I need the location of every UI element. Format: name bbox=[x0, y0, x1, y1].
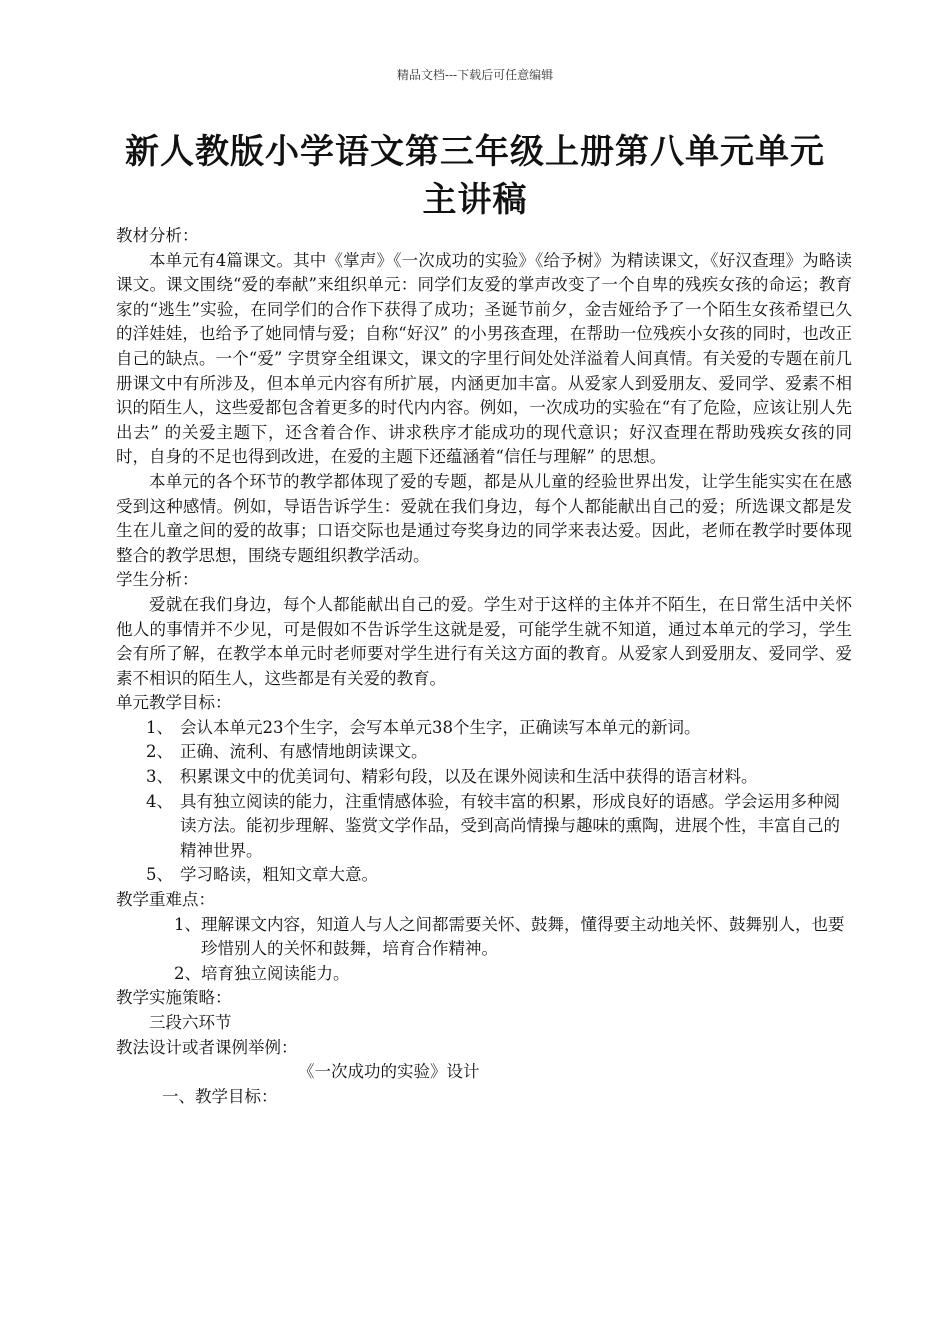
list-item bbox=[146, 740, 852, 765]
list-item-text: 积累课文中的优美词句、精彩句段，以及在课外阅读和生活中获得的语言材料。 bbox=[180, 767, 758, 787]
list-item-text: 正确、流利、有感情地朗读课文。 bbox=[180, 742, 428, 762]
list-item bbox=[146, 863, 852, 888]
list-item-number: 1、 bbox=[174, 914, 201, 934]
list-item-number: 2、 bbox=[174, 963, 201, 983]
difficulties-list bbox=[144, 913, 852, 987]
section-heading-strategy: 教学实施策略： bbox=[116, 988, 232, 1008]
list-item bbox=[146, 790, 852, 864]
list-item-text: 理解课文内容，知道人与人之间都需要关怀、鼓舞，懂得要主动地关怀、鼓舞别人，也要珍惜别人的关怀和鼓舞，培育合作精神。 bbox=[201, 914, 845, 959]
document-body bbox=[116, 224, 852, 1109]
list-item-number: 4、 bbox=[146, 791, 173, 811]
list-item-number: 1、 bbox=[146, 717, 173, 737]
list-item-text: 学习略读，粗知文章大意。 bbox=[180, 865, 378, 885]
list-item-text: 具有独立阅读的能力，注重情感体验，有较丰富的积累，形成良好的语感。学会运用多种阅读方法。能初步理解、鉴赏文学作品，受到高尚情操与趣味的熏陶，进展个性，丰富自己的精神世界。 bbox=[180, 791, 840, 860]
page-title bbox=[100, 128, 850, 224]
title-line-1: 新人教版小学语文第三年级上册第八单元单元 bbox=[125, 132, 825, 172]
section-heading-students: 学生分析： bbox=[116, 570, 199, 590]
lesson-sub-heading: 一、教学目标： bbox=[162, 1086, 278, 1106]
header-note: 精品文档---下载后可任意编辑 bbox=[396, 68, 554, 82]
list-item-number: 3、 bbox=[146, 767, 173, 787]
material-paragraph-1: 本单元有4篇课文。其中《掌声》《一次成功的实验》《给予树》为精读课文，《好汉查理》为略读课文。课文围绕“爱的奉献”来组织单元：同学们友爱的掌声改变了一个自卑的残疾女孩的命运；教育家的“逃生”实验，在同学们的合作下获得了成功；圣诞节前夕，金吉娅给予了一个陌生女孩希望已久的洋娃娃，也给予了她同情与爱；自称“好汉” 的小男孩查理，在帮助一位残疾小女孩的同时，也改正自己的缺点。一个“爱” 字贯穿全组课文，课文的字里行间处处洋溢着人间真情。有关爱的专题在前几册课文中有所涉及，但本单元内容有所扩展，内涵更加丰富。从爱家人到爱朋友、爱同学、爱素不相识的陌生人，这些爱都包含着更多的时代内内容。例如，一次成功的实验在“有了危险，应该让别人先出去” 的关爱主题下，还含着合作、讲求秩序才能成功的现代意识；好汉查理在帮助残疾女孩的同时，自身的不足也得到改进，在爱的主题下还蕴涵着“信任与理解” 的思想。 bbox=[116, 250, 852, 467]
students-paragraph: 爱就在我们身边，每个人都能献出自己的爱。学生对于这样的主体并不陌生，在日常生活中关怀他人的事情并不少见，可是假如不告诉学生这就是爱，可能学生就不知道，通过本单元的学习，学生会有所了解，在教学本单元时老师要对学生进行有关这方面的教育。从爱家人到爱朋友、爱同学、爱素不相识的陌生人，这些都是有关爱的教育。 bbox=[116, 594, 852, 688]
lesson-title: 《一次成功的实验》设计 bbox=[298, 1062, 480, 1082]
list-item bbox=[174, 913, 852, 962]
title-line-2: 主讲稿 bbox=[422, 180, 528, 220]
list-item-text: 培育独立阅读能力。 bbox=[201, 963, 350, 983]
strategy-line: 三段六环节 bbox=[149, 1013, 232, 1032]
section-heading-goals: 单元教学目标： bbox=[116, 693, 232, 713]
list-item-number: 2、 bbox=[146, 742, 173, 762]
material-paragraph-2: 本单元的各个环节的教学都体现了爱的专题，都是从儿童的经验世界出发，让学生能实实在在感受到这种感情。例如，导语告诉学生：爱就在我们身边，每个人都能献出自己的爱；所选课文都是发生在儿童之间的爱的故事；口语交际也是通过夸奖身边的同学来表达爱。因此，老师在教学时要体现整合的教学思想，围绕专题组织教学活动。 bbox=[116, 471, 852, 565]
list-item-number: 5、 bbox=[146, 865, 173, 885]
goals-list bbox=[116, 716, 852, 888]
list-item bbox=[174, 962, 852, 987]
section-heading-design: 教法设计或者课例举例： bbox=[116, 1037, 298, 1057]
section-heading-material: 教材分析： bbox=[116, 226, 199, 245]
section-heading-difficulties: 教学重难点： bbox=[116, 890, 215, 910]
list-item-text: 会认本单元23个生字，会写本单元38个生字，正确读写本单元的新词。 bbox=[180, 717, 701, 737]
list-item bbox=[146, 716, 852, 741]
list-item bbox=[146, 765, 852, 790]
